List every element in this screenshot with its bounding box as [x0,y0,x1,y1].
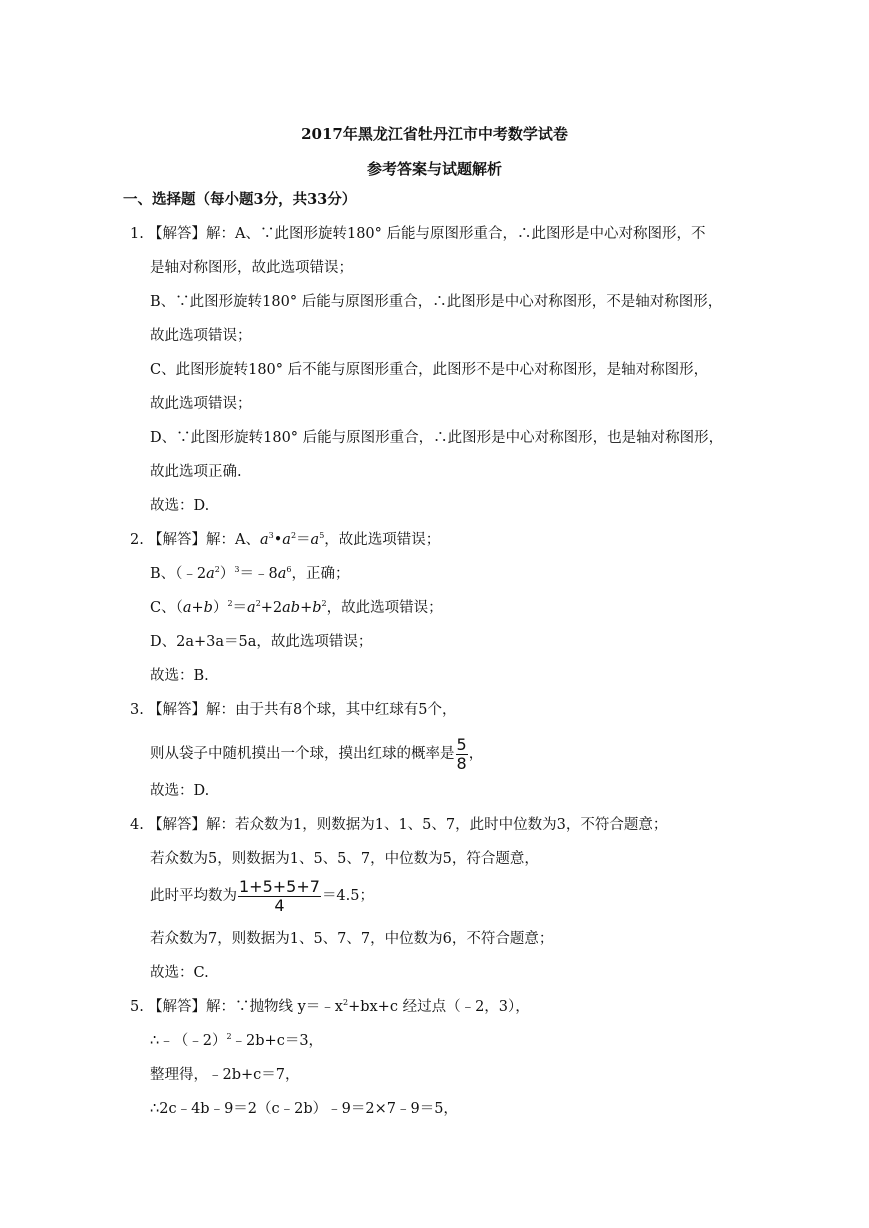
q2-lc-plus: +2 [260,600,283,616]
q4-number: 4. [130,817,144,833]
q2-exp3: 3 [268,531,274,540]
q5-l1-tail: +bx+c 经过点（﹣2，3）， [348,999,530,1015]
section-heading: 一、选择题（每小题3分，共33分） [123,191,357,208]
q2-lc-ab2: ab+b [282,600,322,616]
q1-number: 1. [130,226,144,242]
q4-line4: 若众数为7，则数据为1、5、7、7，中位数为6，不符合题意； [150,931,554,947]
q2-lc-exp2a: 2 [227,599,233,608]
q2-lc-exp2b: 2 [255,599,261,608]
q1-line8: 故此选项正确. [150,464,242,480]
q2-lc-a: a [247,600,256,616]
q5-line1 [148,997,530,1017]
q2-lb-exp3: 3 [234,565,240,574]
q2-lb-a1: a [206,566,215,582]
q3-answer: 故选：D. [150,783,210,799]
q2-lc-mid: ） [212,600,228,616]
q2-lc-exp2c: 2 [321,599,327,608]
q2-lb-pre: B、（﹣2 [150,566,207,582]
q5-l2-exp2: 2 [226,1032,232,1041]
q5-l1-pre: 【解答】解：∵抛物线 y＝﹣x [148,999,343,1015]
q1-answer: 故选：D. [150,498,210,514]
q2-lb-eq: ＝﹣8 [239,566,278,582]
q2-lc-tail: ，故此选项错误； [326,600,443,616]
q4-line1: 【解答】解：若众数为1，则数据为1、1、5、7，此时中位数为3，不符合题意； [148,817,668,833]
q3-number: 3. [130,702,144,718]
q1-line6: 故此选项错误； [150,396,252,412]
q5-l2-tail: ﹣2b+c＝3， [231,1033,324,1049]
doc-title: 2017年黑龙江省牡丹江市中考数学试卷 [301,125,568,143]
q2-var-a3: a [310,532,320,548]
q2-lb-exp2: 2 [214,565,220,574]
q1-line4: 故此选项错误； [150,328,252,344]
q2-l1-pre: 【解答】解：A、 [148,532,260,548]
q2-lc-pre: C、（ [150,600,183,616]
q2-line4: D、2a+3a＝5a，故此选项错误； [150,634,373,650]
q4-frac-den: 4 [274,895,285,915]
q2-answer: 故选：B. [150,668,209,684]
q2-lc-eq: ＝ [232,600,248,616]
q4-l3-tail: ＝4.5； [321,888,374,904]
q2-number: 2. [130,532,144,548]
q2-lb-a2: a [277,566,287,582]
q2-var-a2: a [282,532,291,548]
q2-line1 [148,530,440,550]
q2-lb-tail: ，正确； [291,566,350,582]
q1-line2: 是轴对称图形，故此选项错误； [150,260,353,276]
q4-answer: 故选：C. [150,965,209,981]
q5-line3: 整理得，﹣2b+c＝7， [150,1067,300,1083]
q1-line3: B、∵此图形旋转180° 后能与原图形重合，∴此图形是中心对称图形，不是轴对称图形， [150,294,723,310]
q2-exp2: 2 [290,531,297,540]
q4-fraction [238,878,321,915]
q1-line1: 【解答】解：A、∵此图形旋转180° 后能与原图形重合，∴此图形是中心对称图形，不 [148,226,706,242]
q5-l2-pre: ∴﹣（﹣2） [150,1033,227,1049]
q3-frac-den: 8 [456,753,467,773]
q3-l2-text: 则从袋子中随机摸出一个球，摸出红球的概率是 [150,746,455,762]
q2-lc-ab: a+b [182,600,213,616]
q4-line2: 若众数为5，则数据为1、5、5、7，中位数为5，符合题意， [150,851,539,867]
doc-subtitle: 参考答案与试题解析 [366,160,502,178]
q2-line2 [150,564,349,584]
q5-number: 5. [130,999,144,1015]
q3-line1: 【解答】解：由于共有8个球，其中红球有5个， [148,702,457,718]
q3-fraction [456,736,468,773]
q3-line2 [150,732,483,776]
q2-lb-exp6: 6 [286,565,292,574]
q4-l3-pre: 此时平均数为 [150,888,237,904]
q1-line7: D、∵此图形旋转180° 后能与原图形重合，∴此图形是中心对称图形，也是轴对称图形， [150,430,724,446]
q2-var-a1: a [259,532,269,548]
q4-line3 [150,874,374,918]
q3-l2-tail: ， [468,746,484,762]
q4-frac-num: 1+5+5+7 [239,876,320,896]
q2-dot: • [273,532,283,548]
q2-eq: ＝ [296,532,311,548]
q2-l1-tail: ，故此选项错误； [324,532,441,548]
q5-line2 [150,1031,323,1051]
q2-line3 [150,598,443,618]
q3-frac-num: 5 [456,734,467,754]
q2-lb-mid: ） [219,566,235,582]
q2-exp5: 5 [319,531,325,540]
q1-line5: C、此图形旋转180° 后不能与原图形重合，此图形不是中心对称图形，是轴对称图形， [150,362,709,378]
q5-l1-exp2: 2 [342,998,349,1007]
q5-line4: ∴2c﹣4b﹣9＝2（c﹣2b）﹣9＝2×7﹣9＝5， [150,1101,458,1117]
